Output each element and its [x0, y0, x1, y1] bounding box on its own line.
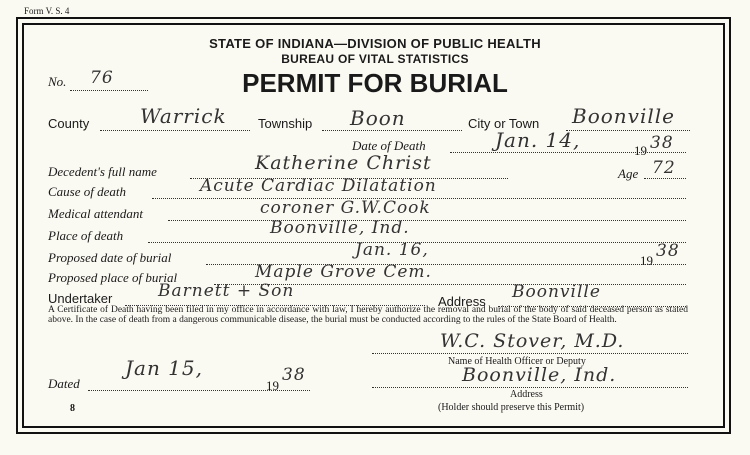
township-label: Township: [258, 116, 313, 131]
city-label: City or Town: [468, 116, 540, 131]
authorization-statement: A Certificate of Death having been filed in my office in accordance with law, I hereby authorize the removal and burial of the body of said deceased person as stated above. In the case of death from a dangerous communicable disease, the burial must be conducted according to the rules of the State Board of Health.: [48, 305, 688, 325]
bureau-heading: BUREAU OF VITAL STATISTICS: [281, 52, 469, 66]
burial-year-prefix: 19: [640, 253, 653, 268]
place-of-death-value: Boonville, Ind.: [270, 218, 410, 238]
township-value: Boon: [350, 106, 406, 130]
undertaker-value: Barnett + Son: [158, 281, 295, 301]
decedent-value: Katherine Christ: [255, 152, 432, 174]
preserve-note: (Holder should preserve this Permit): [438, 402, 585, 413]
city-value: Boonville: [572, 104, 675, 128]
date-of-death-value: Jan. 14,: [495, 128, 581, 152]
officer-signature: W.C. Stover, M.D.: [440, 330, 625, 352]
county-value: Warrick: [140, 104, 227, 128]
death-year-prefix: 19: [634, 143, 647, 158]
officer-address-value: Boonville, Ind.: [462, 364, 617, 386]
undertaker-address-value: Boonville: [512, 282, 601, 302]
dated-year-prefix: 19: [266, 378, 279, 393]
medical-label: Medical attendant: [48, 206, 143, 221]
date-of-death-label: Date of Death: [352, 138, 426, 153]
death-year: 38: [650, 133, 674, 153]
page-marker: 8: [70, 403, 75, 414]
cause-label: Cause of death: [48, 184, 126, 199]
burial-date-label: Proposed date of burial: [48, 250, 172, 265]
number-value: 76: [90, 68, 114, 88]
officer-name-label: Name of Health Officer or Deputy: [448, 356, 586, 367]
burial-year: 38: [656, 241, 680, 261]
state-heading: STATE OF INDIANA—DIVISION OF PUBLIC HEALTH: [209, 36, 541, 51]
age-label: Age: [618, 166, 639, 181]
undertaker-label: Undertaker: [48, 291, 113, 306]
dated-year: 38: [282, 365, 306, 385]
age-value: 72: [652, 158, 676, 178]
dated-value: Jan 15,: [125, 356, 203, 380]
permit-title: PERMIT FOR BURIAL: [242, 68, 508, 98]
dated-label: Dated: [48, 376, 80, 391]
burial-date-value: Jan. 16,: [355, 240, 429, 260]
burial-place-label: Proposed place of burial: [48, 270, 178, 285]
number-label: No.: [48, 74, 67, 89]
form-id: Form V. S. 4: [24, 6, 70, 16]
burial-place-value: Maple Grove Cem.: [255, 262, 432, 282]
medical-value: coroner G.W.Cook: [260, 198, 431, 218]
county-label: County: [48, 116, 90, 131]
decedent-label: Decedent's full name: [48, 164, 157, 179]
cause-value: Acute Cardiac Dilatation: [200, 176, 437, 196]
officer-address-label: Address: [510, 389, 543, 400]
place-of-death-label: Place of death: [48, 228, 124, 243]
undertaker-address-label: Address: [438, 294, 486, 309]
